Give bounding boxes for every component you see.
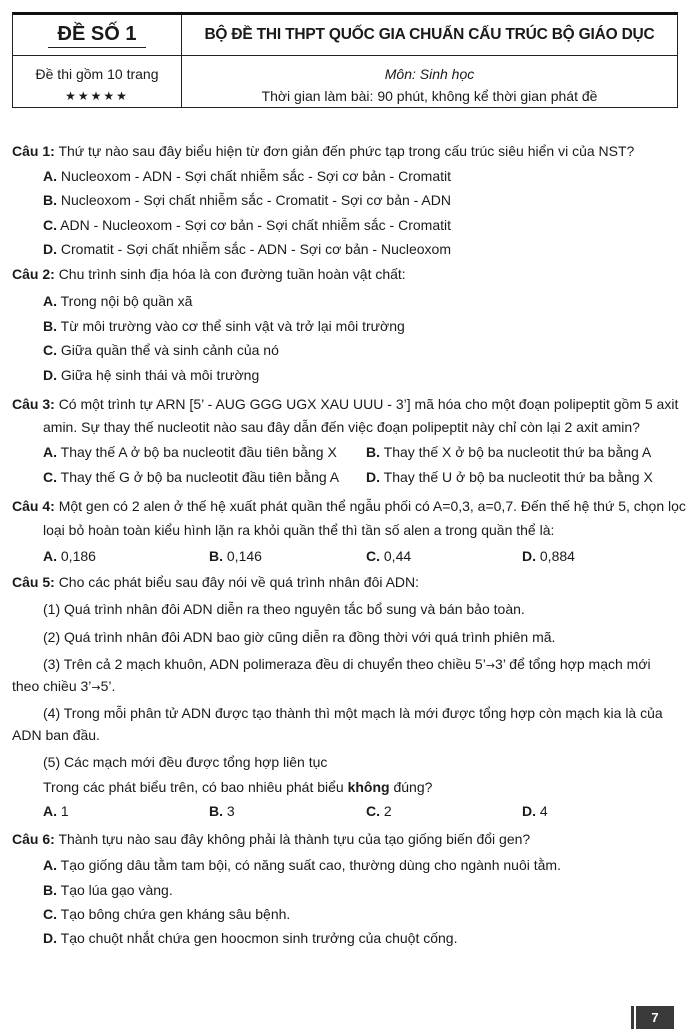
page-marker-bar: [631, 1006, 634, 1029]
q5-option-b: B. 3: [209, 803, 235, 819]
q5-statement-3: (3) Trên cả 2 mạch khuôn, ADN polimeraza đều di chuyển theo chiều 5’→3’ để tổng hợp mạch mới: [43, 656, 651, 672]
question-4: Câu 4: Một gen có 2 alen ở thế hệ xuất phát quần thể ngẫu phối có A=0,3, a=0,7. Đến thế hệ thứ 5, chọn lọc: [12, 498, 686, 514]
header-left-cell: [13, 15, 182, 107]
arrow-icon: →: [485, 659, 496, 672]
q5-statement-2: (2) Quá trình nhân đôi ADN bao giờ cũng diễn ra đồng thời với quá trình phiên mã.: [43, 629, 556, 645]
question-5: Câu 5: Cho các phát biểu sau đây nói về quá trình nhân đôi ADN:: [12, 574, 420, 590]
exam-time: Thời gian làm bài: 90 phút, không kể thời gian phát đề: [261, 88, 598, 104]
page-number: 7: [636, 1006, 674, 1029]
q5-statement-5: (5) Các mạch mới đều được tổng hợp liên tục: [43, 754, 328, 770]
q6-option-b: B. Tạo lúa gạo vàng.: [43, 882, 173, 898]
question-1: Câu 1: Thứ tự nào sau đây biểu hiện từ đơn giản đến phức tạp trong cấu trúc siêu hiển vi của NST?: [12, 143, 635, 159]
q1-option-b: B. Nucleoxom - Sợi chất nhiễm sắc - Cromatit - Sợi cơ bản - ADN: [43, 192, 451, 208]
question-4-cont: loại bỏ hoàn toàn kiểu hình lặn ra khỏi quần thể thì tần số alen a trong quần thể là:: [43, 522, 555, 538]
q4-option-d: D. 0,884: [522, 548, 575, 564]
q5-ask: Trong các phát biểu trên, có bao nhiêu phát biểu không đúng?: [43, 779, 433, 795]
page-count: Đề thi gồm 10 trang: [35, 66, 159, 82]
q2-option-a: A. Trong nội bộ quần xã: [43, 293, 193, 309]
q5-statement-4-cont: ADN ban đầu.: [12, 727, 100, 743]
exam-number: ĐỀ SỐ 1: [48, 22, 147, 48]
rating-stars: ★★★★★: [65, 89, 129, 103]
q3-option-b: B. Thay thế X ở bộ ba nucleotit thứ ba bằng A: [366, 444, 652, 460]
exam-title: BỘ ĐỀ THI THPT QUỐC GIA CHUẨN CẤU TRÚC BỘ GIÁO DỤC: [204, 26, 655, 43]
q1-option-a: A. Nucleoxom - ADN - Sợi chất nhiễm sắc - Sợi cơ bản - Cromatit: [43, 168, 451, 184]
q3-option-c: C. Thay thế G ở bộ ba nucleotit đầu tiên bằng A: [43, 469, 340, 485]
q5-option-d: D. 4: [522, 803, 548, 819]
q1-option-d: D. Cromatit - Sợi chất nhiễm sắc - ADN - Sợi cơ bản - Nucleoxom: [43, 241, 451, 257]
q5-statement-1: (1) Quá trình nhân đôi ADN diễn ra theo nguyên tắc bổ sung và bán bảo toàn.: [43, 601, 525, 617]
q2-option-b: B. Từ môi trường vào cơ thể sinh vật và trở lại môi trường: [43, 318, 405, 334]
q6-option-a: A. Tạo giống dâu tằm tam bội, có năng suất cao, thường dùng cho ngành nuôi tằm.: [43, 857, 561, 873]
question-3: Câu 3: Có một trình tự ARN [5’ - AUG GGG UGX XAU UUU - 3’] mã hóa cho một đoạn polipeptit gồm 5 axit: [12, 396, 679, 412]
exam-header: [12, 12, 678, 108]
question-3-cont: amin. Sự thay thế nucleotit nào sau đây dẫn đến việc đoạn polipeptit này chỉ còn lại 2 axit amin?: [43, 419, 640, 435]
q5-statement-3-cont: theo chiều 3’→5’.: [12, 678, 116, 694]
q6-option-d: D. Tạo chuột nhắt chứa gen hoocmon sinh trưởng của chuột cống.: [43, 930, 458, 946]
exam-subject: Môn: Sinh học: [384, 66, 475, 82]
q5-option-a: A. 1: [43, 803, 69, 819]
q4-option-c: C. 0,44: [366, 548, 412, 564]
question-2: Câu 2: Chu trình sinh địa hóa là con đường tuần hoàn vật chất:: [12, 266, 406, 282]
q2-option-c: C. Giữa quần thể và sinh cảnh của nó: [43, 342, 279, 358]
q1-option-c: C. ADN - Nucleoxom - Sợi cơ bản - Sợi chất nhiễm sắc - Cromatit: [43, 217, 451, 233]
q4-option-b: B. 0,146: [209, 548, 262, 564]
q3-option-d: D. Thay thế U ở bộ ba nucleotit thứ ba bằng X: [366, 469, 653, 485]
question-6: Câu 6: Thành tựu nào sau đây không phải là thành tựu của tạo giống biến đổi gen?: [12, 831, 531, 847]
arrow-icon: →: [91, 681, 101, 694]
q4-option-a: A. 0,186: [43, 548, 96, 564]
q6-option-c: C. Tạo bông chứa gen kháng sâu bệnh.: [43, 906, 291, 922]
q2-option-d: D. Giữa hệ sinh thái và môi trường: [43, 367, 260, 383]
header-right-cell: [182, 15, 677, 107]
q5-statement-4: (4) Trong mỗi phân tử ADN được tạo thành thì một mạch là mới được tổng hợp còn mạch kia là của: [43, 705, 663, 721]
q5-option-c: C. 2: [366, 803, 392, 819]
q3-option-a: A. Thay thế A ở bộ ba nucleotit đầu tiên bằng X: [43, 444, 337, 460]
